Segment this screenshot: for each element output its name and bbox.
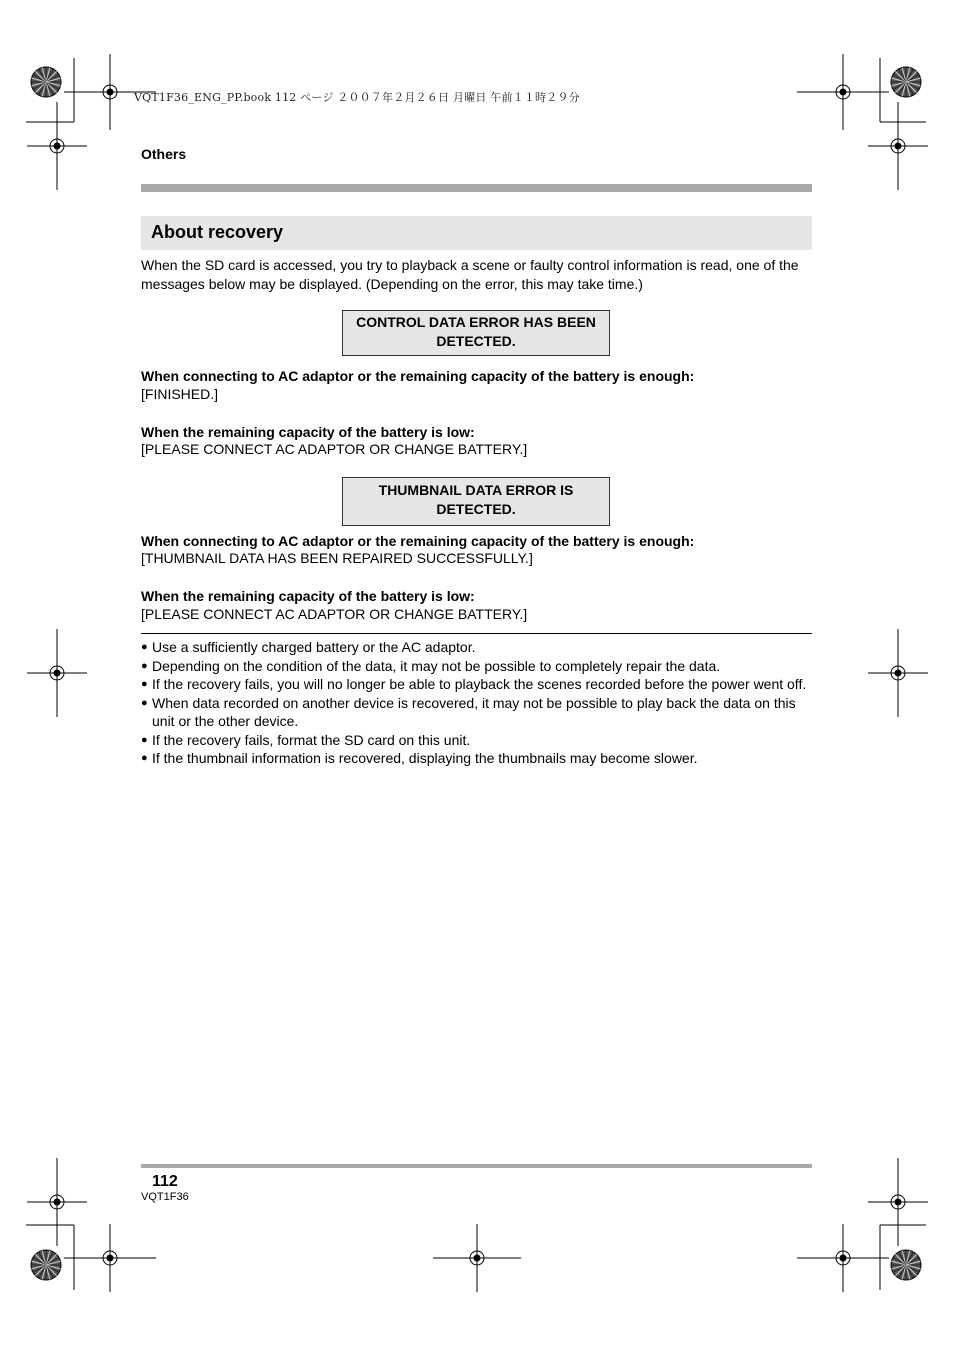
section-label: Others [141, 146, 187, 162]
document-code: VQT1F36 [141, 1191, 189, 1203]
condition-ac-adaptor: When connecting to AC adaptor or the remaining capacity of the battery is enough: [141, 368, 695, 384]
color-wheel-mark-icon [891, 1250, 921, 1280]
bullet-icon: ● [141, 752, 148, 764]
notes-list [141, 638, 813, 768]
page-number: 112 [152, 1173, 178, 1190]
bullet-icon: ● [141, 641, 148, 653]
crosshair-mark-icon [797, 1224, 889, 1292]
crosshair-mark-icon [433, 1224, 521, 1292]
bullet-icon: ● [141, 696, 148, 709]
result-thumbnail-repaired: [THUMBNAIL DATA HAS BEEN REPAIRED SUCCESSFULLY.] [141, 550, 533, 566]
bullet-icon: ● [141, 733, 148, 746]
list-item: ● If the recovery fails, format the SD card on this unit. [141, 731, 471, 748]
result-connect-ac: [PLEASE CONNECT AC ADAPTOR OR CHANGE BATTERY.] [141, 606, 528, 622]
list-item: ● Use a sufficiently charged battery or the AC adaptor. [141, 639, 476, 655]
color-wheel-mark-icon [891, 67, 921, 97]
crosshair-mark-icon [27, 1158, 87, 1246]
title-band [141, 216, 812, 250]
condition-battery-low: When the remaining capacity of the battery is low: [141, 588, 475, 604]
condition-ac-adaptor: When connecting to AC adaptor or the remaining capacity of the battery is enough: [141, 533, 695, 549]
message-box-thumbnail-data-error: THUMBNAIL DATA ERROR IS DETECTED. [342, 477, 610, 526]
list-item: ● If the thumbnail information is recovered, displaying the thumbnails may become slower. [141, 750, 698, 766]
color-wheel-mark-icon [31, 67, 61, 97]
bullet-icon: ● [141, 678, 148, 690]
header-rule [141, 184, 812, 192]
bullet-icon: ● [141, 659, 148, 672]
list-item: ● When data recorded on another device is recovered, it may not be possible to play back the data on this unit or the other device. [141, 694, 796, 729]
result-connect-ac: [PLEASE CONNECT AC ADAPTOR OR CHANGE BATTERY.] [141, 441, 528, 457]
intro-paragraph: When the SD card is accessed, you try to playback a scene or faulty control information is read, one of the messages below may be displayed. (Depending on the error, this may take time.) [141, 257, 799, 292]
crosshair-mark-icon [868, 1158, 928, 1246]
list-item: ● Depending on the condition of the data, it may not be possible to completely repair the data. [141, 657, 721, 674]
crosshair-mark-icon [27, 102, 87, 190]
list-item: ● If the recovery fails, you will no longer be able to playback the scenes recorded before the power went off. [141, 676, 807, 692]
notes-rule [141, 633, 812, 634]
book-info-line: VQT1F36_ENG_PP.book 112 ページ ２００７年２月２６日 月曜日 午前１１時２９分 [134, 91, 580, 104]
page-title: About recovery [151, 222, 284, 242]
message-box-control-data-error: CONTROL DATA ERROR HAS BEEN DETECTED. [342, 310, 610, 356]
footer-rule [141, 1164, 812, 1168]
crosshair-mark-icon [64, 1224, 156, 1292]
crosshair-mark-icon [868, 102, 928, 190]
result-finished: [FINISHED.] [141, 386, 219, 402]
color-wheel-mark-icon [31, 1250, 61, 1280]
condition-battery-low: When the remaining capacity of the battery is low: [141, 424, 475, 440]
crosshair-mark-icon [27, 629, 87, 717]
crosshair-mark-icon [868, 629, 928, 717]
crosshair-mark-icon [797, 54, 889, 130]
